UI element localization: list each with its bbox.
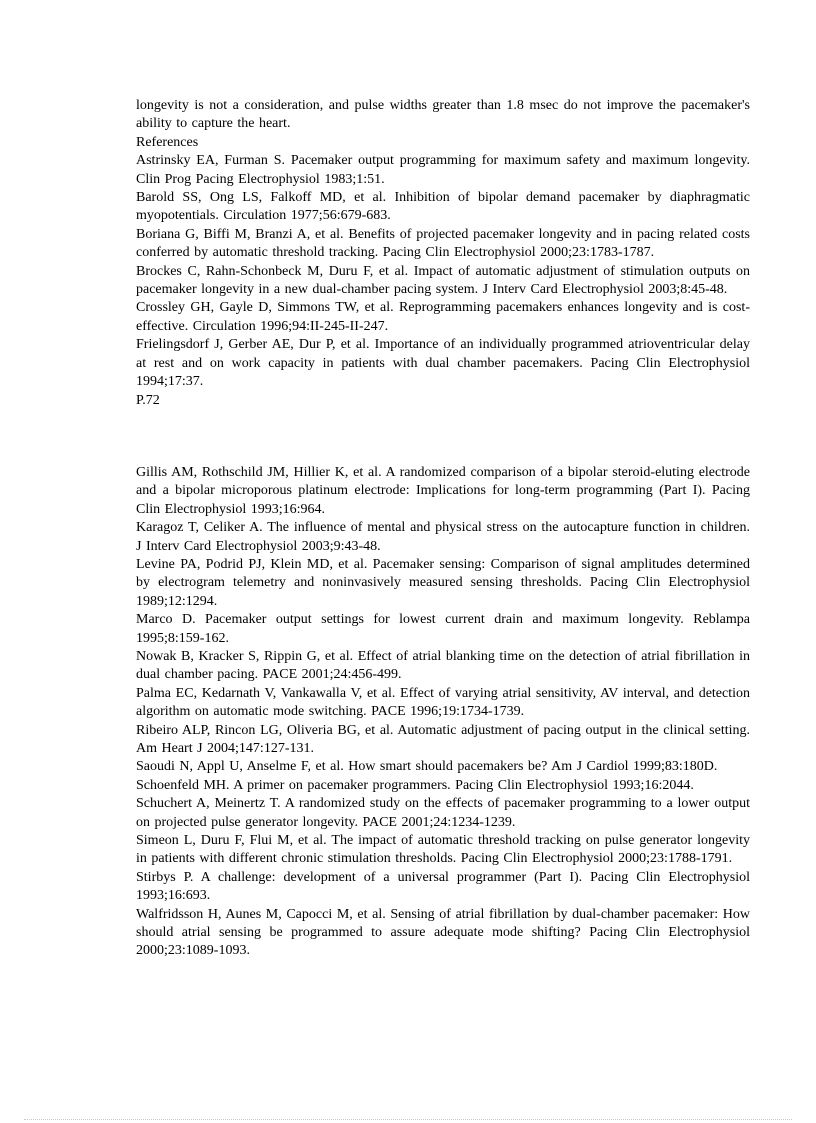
reference-list-part1 [136,152,750,391]
reference-item: Ribeiro ALP, Rincon LG, Oliveria BG, et al. Automatic adjustment of pacing output in the clinical setting. Am Heart J 2004;147:127-131. [136,722,750,756]
reference-list-part2 [136,464,750,961]
reference-item: Crossley GH, Gayle D, Simmons TW, et al. Reprogramming pacemakers enhances longevity and is cost-effective. Circulation 1996;94:II-245-II-247. [136,300,750,334]
reference-item: Marco D. Pacemaker output settings for lowest current drain and maximum longevity. Reblampa 1995;8:159-162. [136,612,750,646]
reference-item: Frielingsdorf J, Gerber AE, Dur P, et al. Importance of an individually programmed atrioventricular delay at rest and on work capacity in patients with dual chamber pacemakers. Pacing Clin Electrophysiol 1994;17:37. [136,337,750,390]
reference-item: Stirbys P. A challenge: development of a universal programmer (Part I). Pacing Clin Electrophysiol 1993;16:693. [136,869,750,904]
reference-item: Boriana G, Biffi M, Branzi A, et al. Benefits of projected pacemaker longevity and in pacing related costs conferred by automatic threshold tracking. Pacing Clin Electrophysiol 2000;23:1783-1787. [136,226,750,261]
references-heading: References [136,134,199,150]
reference-item: Barold SS, Ong LS, Falkoff MD, et al. Inhibition of bipolar demand pacemaker by diaphragmatic myopotentials. Circulation 1977;56:679-683. [136,190,750,224]
page-marker: P.72 [136,392,160,408]
page-bottom-rule [24,1119,792,1120]
reference-item: Simeon L, Duru F, Flui M, et al. The impact of automatic threshold tracking on pulse generator longevity in patients with different chronic stimulation thresholds. Pacing Clin Electrophysiol 2000;23:1788-1791. [136,833,750,867]
reference-item: Schuchert A, Meinertz T. A randomized study on the effects of pacemaker programming to a lower output on projected pulse generator longevity. PACE 2001;24:1234-1239. [136,796,750,830]
document-page [136,97,750,961]
reference-item: Palma EC, Kedarnath V, Vankawalla V, et al. Effect of varying atrial sensitivity, AV interval, and detection algorithm on automatic mode switching. PACE 1996;19:1734-1739. [136,685,750,720]
reference-item: Schoenfeld MH. A primer on pacemaker programmers. Pacing Clin Electrophysiol 1993;16:2044. [136,777,694,793]
reference-item: Gillis AM, Rothschild JM, Hillier K, et al. A randomized comparison of a bipolar steroid-eluting electrode and a bipolar microporous platinum electrode: Implications for long-term programming (Part I). Pacing Clin Electrophysiol 1993;16:964. [136,464,750,517]
reference-item: Saoudi N, Appl U, Anselme F, et al. How smart should pacemakers be? Am J Cardiol 1999;83:180D. [136,759,718,775]
page-break-gap [136,410,750,464]
reference-item: Astrinsky EA, Furman S. Pacemaker output programming for maximum safety and maximum longevity. Clin Prog Pacing Electrophysiol 1983;1:51. [136,153,750,187]
reference-item: Karagoz T, Celiker A. The influence of mental and physical stress on the autocapture function in children. J Interv Card Electrophysiol 2003;9:43-48. [136,520,750,554]
reference-item: Walfridsson H, Aunes M, Capocci M, et al. Sensing of atrial fibrillation by dual-chamber pacemaker: How should atrial sensing be programmed to assure adequate mode shifting? Pacing Clin Electrophysiol 2000;23:1089-1093. [136,906,750,959]
reference-item: Nowak B, Kracker S, Rippin G, et al. Effect of atrial blanking time on the detection of atrial fibrillation in dual chamber pacing. PACE 2001;24:456-499. [136,648,750,683]
intro-paragraph: longevity is not a consideration, and pulse widths greater than 1.8 msec do not improve the pacemaker's ability to capture the heart. [136,98,750,132]
reference-item: Levine PA, Podrid PJ, Klein MD, et al. Pacemaker sensing: Comparison of signal amplitudes determined by electrogram telemetry and noninvasively measured sensing thresholds. Pacing Clin Electrophysiol 1989;12:1294. [136,556,750,609]
reference-item: Brockes C, Rahn-Schonbeck M, Duru F, et al. Impact of automatic adjustment of stimulation outputs on pacemaker longevity in a new dual-chamber pacing system. J Interv Card Electrophysiol 2003;8:45-48. [136,263,750,298]
